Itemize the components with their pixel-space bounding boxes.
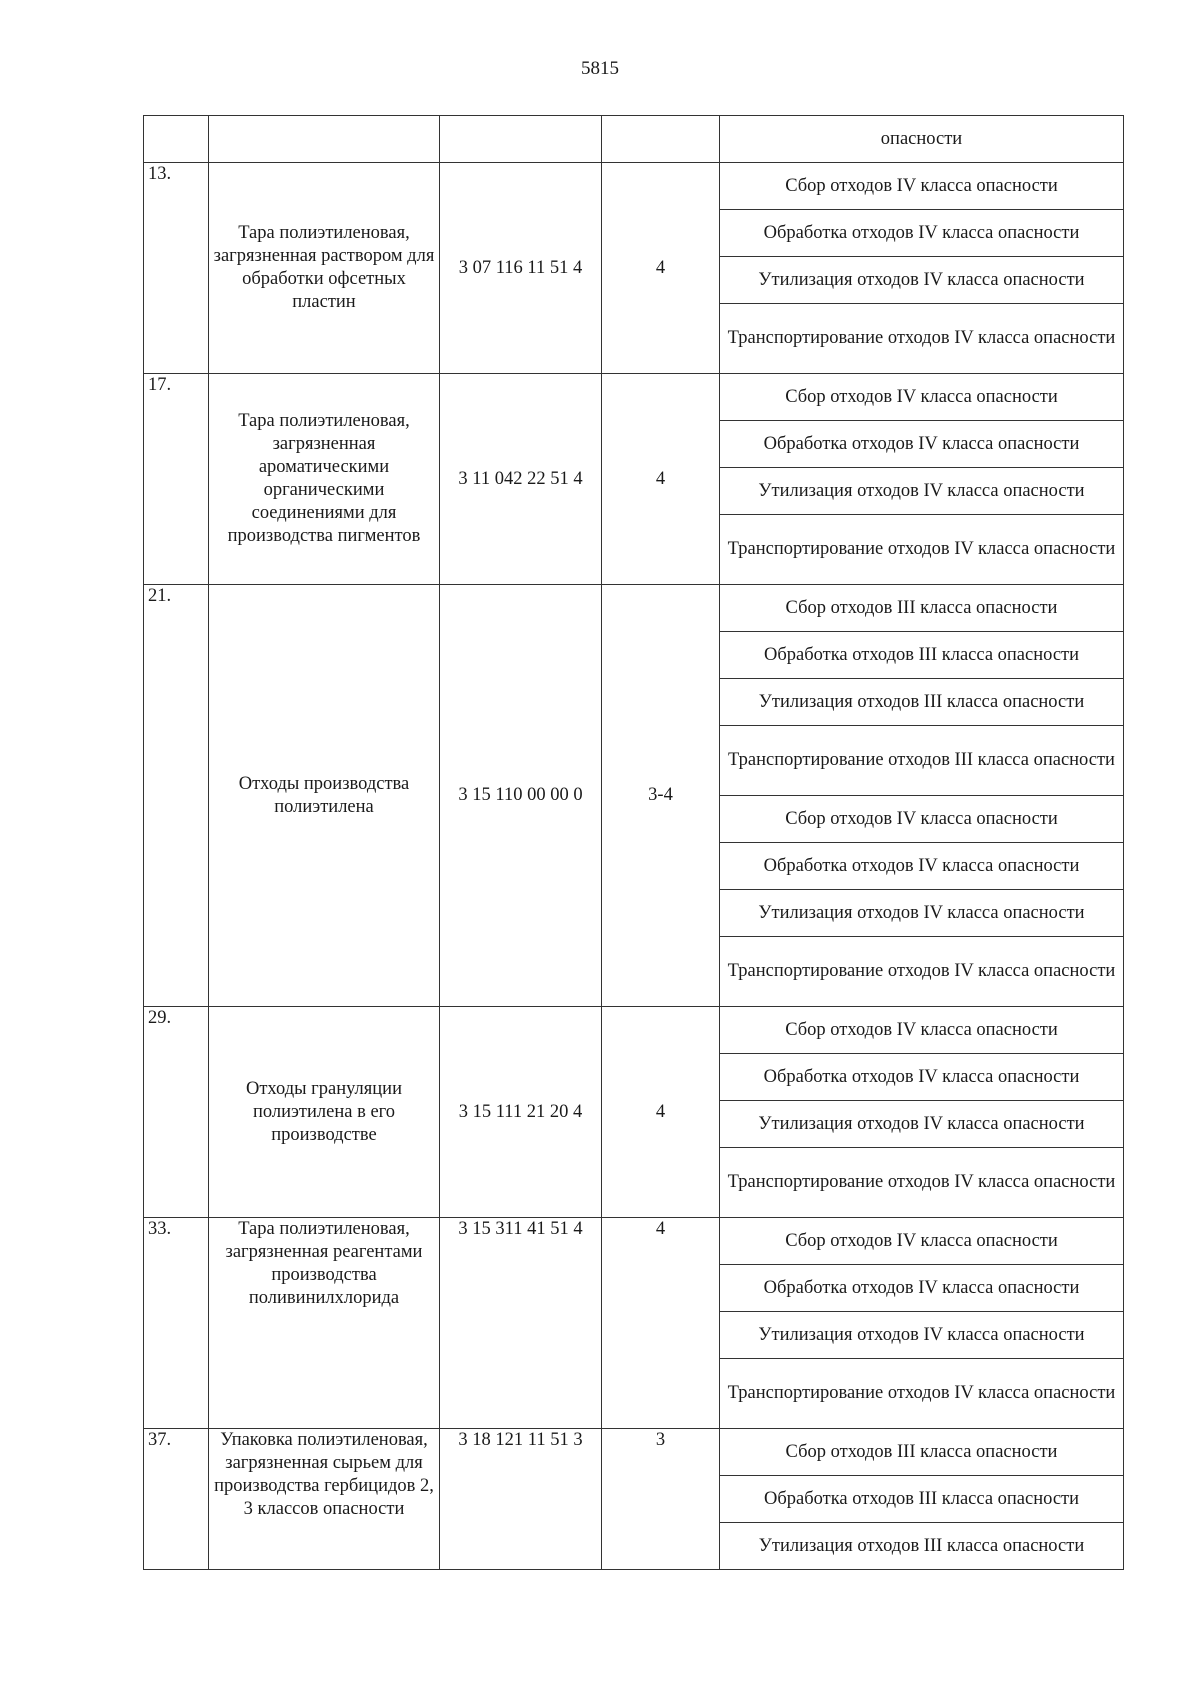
activity-cell: Обработка отходов III класса опасности	[720, 1476, 1124, 1523]
row-number-cell: 13.	[144, 163, 209, 374]
waste-name-cell: Упаковка полиэтиленовая, загрязненная сырьем для производства гербицидов 2, 3 классов опасности	[209, 1429, 440, 1570]
activity-cell: Сбор отходов IV класса опасности	[720, 374, 1124, 421]
waste-code-cell	[440, 116, 602, 163]
waste-name-cell: Тара полиэтиленовая, загрязненная реагентами производства поливинилхлорида	[209, 1218, 440, 1429]
waste-name-cell: Отходы грануляции полиэтилена в его производстве	[209, 1007, 440, 1218]
waste-activities-table	[143, 115, 1124, 1570]
activity-cell: Транспортирование отходов IV класса опасности	[720, 304, 1124, 374]
activity-cell: Обработка отходов IV класса опасности	[720, 1054, 1124, 1101]
activity-cell: Обработка отходов IV класса опасности	[720, 210, 1124, 257]
activity-cell: Утилизация отходов III класса опасности	[720, 1523, 1124, 1570]
activity-cell: опасности	[720, 116, 1124, 163]
table-row	[144, 1429, 1124, 1476]
activity-cell: Утилизация отходов IV класса опасности	[720, 257, 1124, 304]
page-number: 5815	[581, 58, 619, 79]
waste-name-cell: Отходы производства полиэтилена	[209, 585, 440, 1007]
table-row	[144, 163, 1124, 210]
row-number-cell: 37.	[144, 1429, 209, 1570]
table-row	[144, 116, 1124, 163]
activity-cell: Утилизация отходов IV класса опасности	[720, 890, 1124, 937]
activity-cell: Обработка отходов IV класса опасности	[720, 421, 1124, 468]
waste-code-cell: 3 15 110 00 00 0	[440, 585, 602, 1007]
activity-cell: Сбор отходов IV класса опасности	[720, 1007, 1124, 1054]
waste-name-cell	[209, 116, 440, 163]
activity-cell: Транспортирование отходов IV класса опасности	[720, 515, 1124, 585]
row-number-cell: 33.	[144, 1218, 209, 1429]
waste-name-cell: Тара полиэтиленовая, загрязненная ароматическими органическими соединениями для производства пигментов	[209, 374, 440, 585]
activity-cell: Сбор отходов IV класса опасности	[720, 1218, 1124, 1265]
hazard-class-cell	[602, 116, 720, 163]
hazard-class-cell: 3	[602, 1429, 720, 1570]
activity-cell: Утилизация отходов IV класса опасности	[720, 1312, 1124, 1359]
waste-name-cell: Тара полиэтиленовая, загрязненная раствором для обработки офсетных пластин	[209, 163, 440, 374]
row-number-cell: 17.	[144, 374, 209, 585]
hazard-class-cell: 3-4	[602, 585, 720, 1007]
hazard-class-cell: 4	[602, 1218, 720, 1429]
activity-cell: Утилизация отходов III класса опасности	[720, 679, 1124, 726]
activity-cell: Утилизация отходов IV класса опасности	[720, 1101, 1124, 1148]
activity-cell: Сбор отходов III класса опасности	[720, 1429, 1124, 1476]
activity-cell: Утилизация отходов IV класса опасности	[720, 468, 1124, 515]
table-row	[144, 585, 1124, 632]
table-row	[144, 1218, 1124, 1265]
activity-cell: Сбор отходов IV класса опасности	[720, 796, 1124, 843]
row-number-cell: 21.	[144, 585, 209, 1007]
activity-cell: Транспортирование отходов IV класса опасности	[720, 1359, 1124, 1429]
waste-code-cell: 3 15 111 21 20 4	[440, 1007, 602, 1218]
waste-code-cell: 3 18 121 11 51 3	[440, 1429, 602, 1570]
row-number-cell	[144, 116, 209, 163]
activity-cell: Транспортирование отходов IV класса опасности	[720, 937, 1124, 1007]
activity-cell: Обработка отходов IV класса опасности	[720, 843, 1124, 890]
waste-code-cell: 3 15 311 41 51 4	[440, 1218, 602, 1429]
table-row	[144, 1007, 1124, 1054]
table-row	[144, 374, 1124, 421]
activity-cell: Обработка отходов III класса опасности	[720, 632, 1124, 679]
waste-code-cell: 3 07 116 11 51 4	[440, 163, 602, 374]
activity-cell: Сбор отходов IV класса опасности	[720, 163, 1124, 210]
activity-cell: Транспортирование отходов IV класса опасности	[720, 1148, 1124, 1218]
hazard-class-cell: 4	[602, 1007, 720, 1218]
activity-cell: Транспортирование отходов III класса опасности	[720, 726, 1124, 796]
hazard-class-cell: 4	[602, 163, 720, 374]
activity-cell: Сбор отходов III класса опасности	[720, 585, 1124, 632]
hazard-class-cell: 4	[602, 374, 720, 585]
activity-cell: Обработка отходов IV класса опасности	[720, 1265, 1124, 1312]
waste-code-cell: 3 11 042 22 51 4	[440, 374, 602, 585]
row-number-cell: 29.	[144, 1007, 209, 1218]
